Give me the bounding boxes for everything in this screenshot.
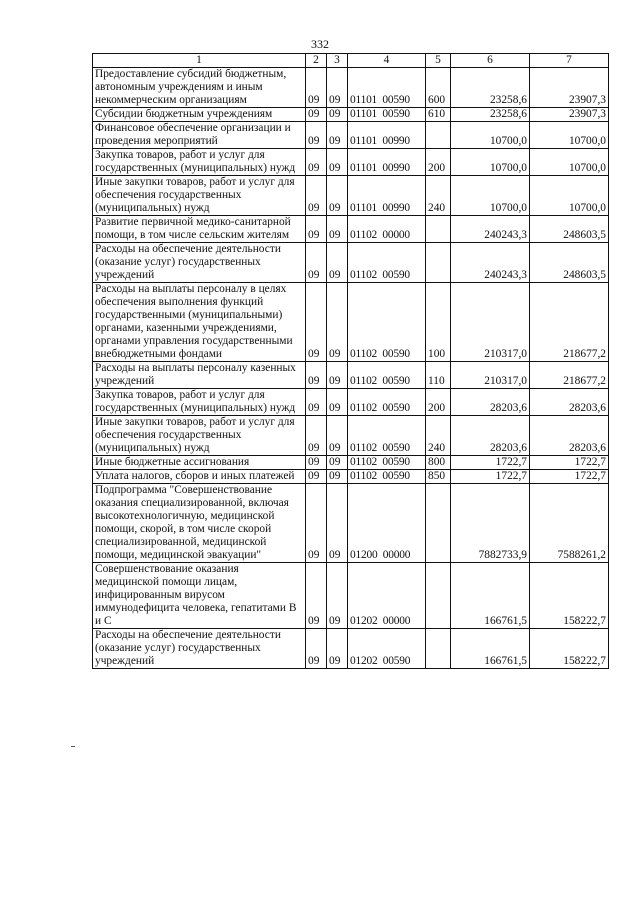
expense-type-code: 240 bbox=[426, 416, 451, 456]
amount-col7: 158222,7 bbox=[530, 563, 609, 629]
target-article-code: 01101 00990 bbox=[348, 149, 426, 176]
amount-col6: 166761,5 bbox=[451, 563, 530, 629]
expense-type-code: 100 bbox=[426, 283, 451, 362]
section-code: 09 bbox=[306, 216, 327, 243]
amount-col7: 23907,3 bbox=[530, 68, 609, 108]
amount-col7: 28203,6 bbox=[530, 416, 609, 456]
section-code: 09 bbox=[306, 122, 327, 149]
section-code: 09 bbox=[306, 149, 327, 176]
amount-col6: 1722,7 bbox=[451, 456, 530, 470]
section-code: 09 bbox=[306, 68, 327, 108]
section-code: 09 bbox=[306, 484, 327, 563]
header-cell: 4 bbox=[348, 54, 426, 68]
subsection-code: 09 bbox=[327, 563, 348, 629]
section-code: 09 bbox=[306, 108, 327, 122]
row-description: Иные закупки товаров, работ и услуг для обеспечения государственных (муниципальных) нужд bbox=[93, 176, 306, 216]
section-code: 09 bbox=[306, 456, 327, 470]
table-row bbox=[93, 176, 609, 216]
subsection-code: 09 bbox=[327, 484, 348, 563]
expense-type-code: 200 bbox=[426, 389, 451, 416]
table-row bbox=[93, 216, 609, 243]
subsection-code: 09 bbox=[327, 629, 348, 669]
table-row bbox=[93, 456, 609, 470]
expense-type-code: 800 bbox=[426, 456, 451, 470]
amount-col6: 28203,6 bbox=[451, 389, 530, 416]
target-article-code: 01102 00590 bbox=[348, 456, 426, 470]
subsection-code: 09 bbox=[327, 243, 348, 283]
section-code: 09 bbox=[306, 629, 327, 669]
row-description: Совершенствование оказания медицинской помощи лицам, инфицированным вирусом иммунодефицита человека, гепатитами В и С bbox=[93, 563, 306, 629]
amount-col6: 23258,6 bbox=[451, 68, 530, 108]
expense-type-code: 600 bbox=[426, 68, 451, 108]
table-row bbox=[93, 362, 609, 389]
row-description: Расходы на обеспечение деятельности (оказание услуг) государственных учреждений bbox=[93, 243, 306, 283]
amount-col7: 248603,5 bbox=[530, 216, 609, 243]
amount-col6: 166761,5 bbox=[451, 629, 530, 669]
row-description: Расходы на выплаты персоналу в целях обеспечения выполнения функций государственными (муниципальными) органами, казенными учреждениями, органами управления государственными внебюджетными фондами bbox=[93, 283, 306, 362]
table-row bbox=[93, 243, 609, 283]
expense-type-code bbox=[426, 484, 451, 563]
table-row bbox=[93, 470, 609, 484]
subsection-code: 09 bbox=[327, 470, 348, 484]
header-cell: 2 bbox=[306, 54, 327, 68]
header-row bbox=[93, 54, 609, 68]
expense-type-code bbox=[426, 122, 451, 149]
section-code: 09 bbox=[306, 389, 327, 416]
amount-col7: 23907,3 bbox=[530, 108, 609, 122]
section-code: 09 bbox=[306, 176, 327, 216]
section-code: 09 bbox=[306, 470, 327, 484]
row-description: Подпрограмма "Совершенствование оказания специализированной, включая высокотехнологичную, медицинской помощи, скорой, в том числе скорой специализированной, медицинской помощи, медицинской эвакуации" bbox=[93, 484, 306, 563]
expense-type-code bbox=[426, 243, 451, 283]
target-article-code: 01102 00000 bbox=[348, 216, 426, 243]
section-code: 09 bbox=[306, 563, 327, 629]
amount-col6: 240243,3 bbox=[451, 216, 530, 243]
row-description: Предоставление субсидий бюджетным, автономным учреждениям и иным некоммерческим организациям bbox=[93, 68, 306, 108]
subsection-code: 09 bbox=[327, 456, 348, 470]
subsection-code: 09 bbox=[327, 68, 348, 108]
budget-table bbox=[92, 53, 609, 669]
amount-col7: 7588261,2 bbox=[530, 484, 609, 563]
amount-col6: 7882733,9 bbox=[451, 484, 530, 563]
section-code: 09 bbox=[306, 243, 327, 283]
expense-type-code bbox=[426, 563, 451, 629]
amount-col7: 218677,2 bbox=[530, 362, 609, 389]
amount-col6: 10700,0 bbox=[451, 122, 530, 149]
subsection-code: 09 bbox=[327, 216, 348, 243]
target-article-code: 01101 00990 bbox=[348, 176, 426, 216]
subsection-code: 09 bbox=[327, 122, 348, 149]
amount-col6: 1722,7 bbox=[451, 470, 530, 484]
row-description: Расходы на выплаты персоналу казенных учреждений bbox=[93, 362, 306, 389]
amount-col6: 210317,0 bbox=[451, 362, 530, 389]
row-description: Закупка товаров, работ и услуг для государственных (муниципальных) нужд bbox=[93, 149, 306, 176]
target-article-code: 01202 00000 bbox=[348, 563, 426, 629]
expense-type-code: 240 bbox=[426, 176, 451, 216]
subsection-code: 09 bbox=[327, 149, 348, 176]
table-row bbox=[93, 122, 609, 149]
row-description: Иные бюджетные ассигнования bbox=[93, 456, 306, 470]
amount-col6: 23258,6 bbox=[451, 108, 530, 122]
header-cell: 1 bbox=[93, 54, 306, 68]
table-row bbox=[93, 563, 609, 629]
amount-col7: 28203,6 bbox=[530, 389, 609, 416]
section-code: 09 bbox=[306, 283, 327, 362]
row-description: Финансовое обеспечение организации и проведения мероприятий bbox=[93, 122, 306, 149]
amount-col7: 1722,7 bbox=[530, 470, 609, 484]
target-article-code: 01101 00590 bbox=[348, 108, 426, 122]
target-article-code: 01102 00590 bbox=[348, 470, 426, 484]
header-cell: 6 bbox=[451, 54, 530, 68]
amount-col6: 240243,3 bbox=[451, 243, 530, 283]
amount-col7: 158222,7 bbox=[530, 629, 609, 669]
table-row bbox=[93, 149, 609, 176]
page-number: 332 bbox=[311, 37, 329, 51]
amount-col7: 10700,0 bbox=[530, 176, 609, 216]
target-article-code: 01101 00590 bbox=[348, 68, 426, 108]
expense-type-code: 610 bbox=[426, 108, 451, 122]
margin-mark bbox=[71, 746, 75, 747]
subsection-code: 09 bbox=[327, 416, 348, 456]
expense-type-code: 200 bbox=[426, 149, 451, 176]
amount-col7: 10700,0 bbox=[530, 149, 609, 176]
section-code: 09 bbox=[306, 416, 327, 456]
amount-col6: 210317,0 bbox=[451, 283, 530, 362]
table-row bbox=[93, 416, 609, 456]
row-description: Уплата налогов, сборов и иных платежей bbox=[93, 470, 306, 484]
subsection-code: 09 bbox=[327, 389, 348, 416]
header-cell: 7 bbox=[530, 54, 609, 68]
target-article-code: 01202 00590 bbox=[348, 629, 426, 669]
amount-col7: 248603,5 bbox=[530, 243, 609, 283]
target-article-code: 01102 00590 bbox=[348, 389, 426, 416]
target-article-code: 01101 00990 bbox=[348, 122, 426, 149]
target-article-code: 01102 00590 bbox=[348, 362, 426, 389]
amount-col6: 28203,6 bbox=[451, 416, 530, 456]
table-row bbox=[93, 629, 609, 669]
target-article-code: 01102 00590 bbox=[348, 283, 426, 362]
table-row bbox=[93, 389, 609, 416]
row-description: Расходы на обеспечение деятельности (оказание услуг) государственных учреждений bbox=[93, 629, 306, 669]
header-cell: 3 bbox=[327, 54, 348, 68]
subsection-code: 09 bbox=[327, 362, 348, 389]
target-article-code: 01102 00590 bbox=[348, 416, 426, 456]
row-description: Закупка товаров, работ и услуг для государственных (муниципальных) нужд bbox=[93, 389, 306, 416]
row-description: Субсидии бюджетным учреждениям bbox=[93, 108, 306, 122]
amount-col6: 10700,0 bbox=[451, 149, 530, 176]
section-code: 09 bbox=[306, 362, 327, 389]
amount-col6: 10700,0 bbox=[451, 176, 530, 216]
target-article-code: 01200 00000 bbox=[348, 484, 426, 563]
table-row bbox=[93, 283, 609, 362]
amount-col7: 1722,7 bbox=[530, 456, 609, 470]
subsection-code: 09 bbox=[327, 176, 348, 216]
target-article-code: 01102 00590 bbox=[348, 243, 426, 283]
header-cell: 5 bbox=[426, 54, 451, 68]
expense-type-code bbox=[426, 629, 451, 669]
amount-col7: 10700,0 bbox=[530, 122, 609, 149]
amount-col7: 218677,2 bbox=[530, 283, 609, 362]
table-row bbox=[93, 68, 609, 108]
subsection-code: 09 bbox=[327, 283, 348, 362]
expense-type-code: 110 bbox=[426, 362, 451, 389]
table-row bbox=[93, 108, 609, 122]
row-description: Иные закупки товаров, работ и услуг для обеспечения государственных (муниципальных) нужд bbox=[93, 416, 306, 456]
subsection-code: 09 bbox=[327, 108, 348, 122]
table-row bbox=[93, 484, 609, 563]
expense-type-code bbox=[426, 216, 451, 243]
expense-type-code: 850 bbox=[426, 470, 451, 484]
row-description: Развитие первичной медико-санитарной помощи, в том числе сельским жителям bbox=[93, 216, 306, 243]
